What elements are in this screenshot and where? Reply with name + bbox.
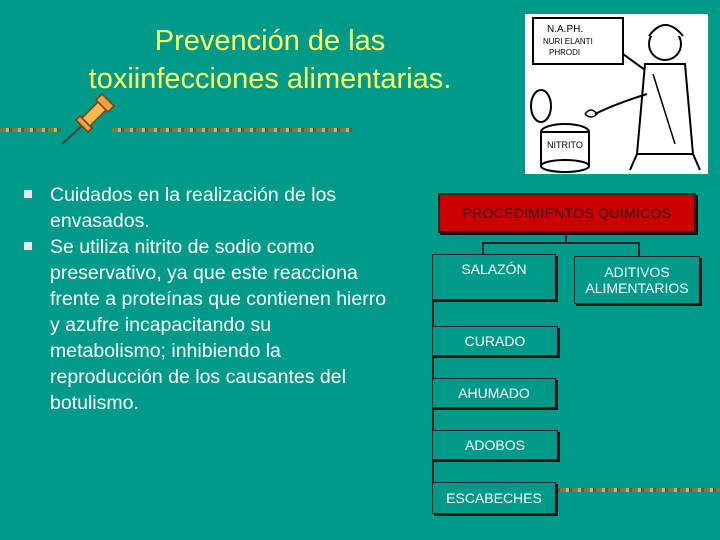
- slide-title: [60, 22, 480, 98]
- node-aditivos-line-1: ADITIVOS: [604, 264, 670, 280]
- divider-right: [548, 488, 720, 492]
- connector: [638, 242, 640, 256]
- chef-cartoon-image: [525, 14, 708, 174]
- square-bullet-icon: [24, 242, 32, 250]
- node-adobos: ADOBOS: [432, 430, 558, 460]
- node-escabeches: ESCABECHES: [432, 482, 556, 514]
- divider-mid: [112, 128, 352, 132]
- node-curado: CURADO: [432, 326, 558, 356]
- node-aditivos: [574, 256, 700, 304]
- sign-line-2: NURI ELANTI: [543, 37, 593, 46]
- square-bullet-icon: [24, 190, 32, 198]
- divider-left: [0, 128, 60, 132]
- sign-line-1: N.A.PH.: [547, 24, 584, 35]
- title-line-2: toxiinfecciones alimentarias.: [88, 63, 452, 95]
- bullet-item: [22, 234, 392, 416]
- bullet-item: [22, 182, 392, 234]
- bullet-text: Se utiliza nitrito de sodio como preservativo, ya que este reacciona frente a proteínas que contienen hierro y azufre incapacitando su metabolismo; inhibiendo la reproducción de los causantes del botulismo.: [50, 236, 387, 414]
- pushpin-icon: [58, 90, 118, 150]
- bullet-list: [22, 182, 392, 416]
- node-salazon: SALAZÓN: [432, 254, 556, 300]
- connector: [482, 242, 640, 244]
- sign-line-3: PHRODI: [549, 48, 581, 57]
- title-line-1: Prevención de las: [154, 25, 386, 57]
- node-aditivos-line-2: ALIMENTARIOS: [585, 280, 689, 296]
- node-ahumado: AHUMADO: [432, 378, 556, 408]
- bullet-text: Cuidados en la realización de los envasados.: [50, 184, 337, 232]
- procedures-header-box: PROCEDIMIENTOS QUIMICOS: [438, 193, 696, 233]
- jar-label: NITRITO: [547, 140, 583, 150]
